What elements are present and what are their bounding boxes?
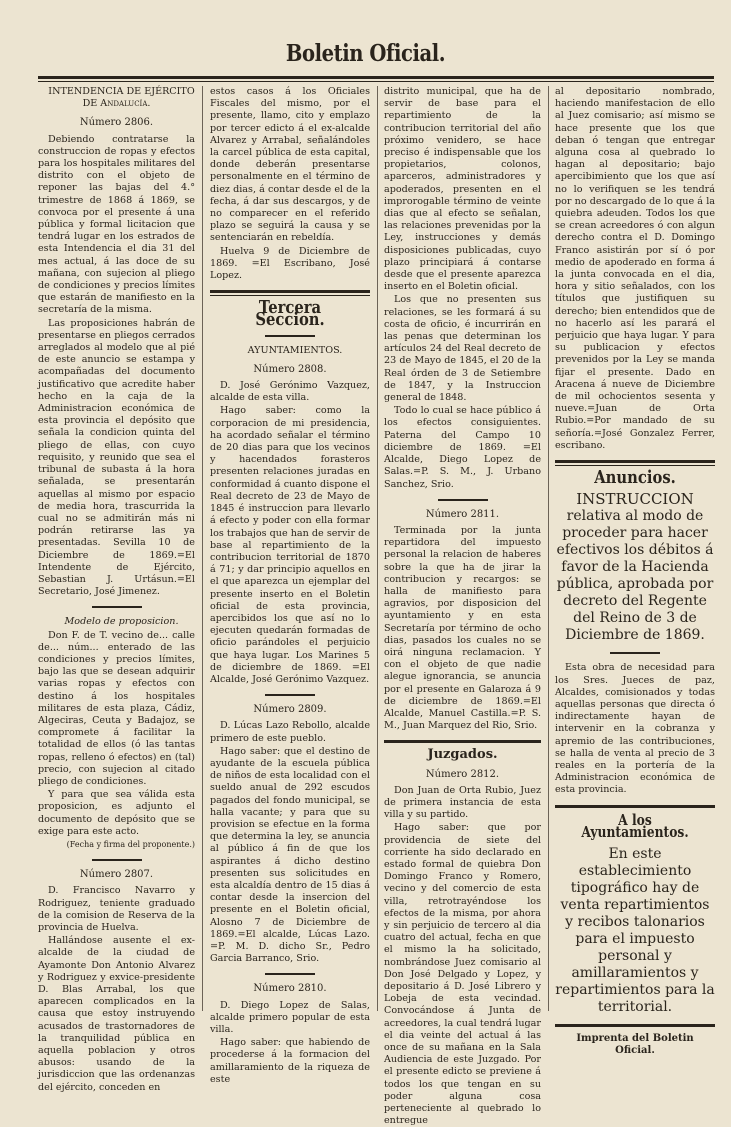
separator — [438, 499, 488, 501]
subsection-title: AYUNTAMIENTOS. — [247, 344, 343, 356]
paragraph: Esta obra de necesidad para los Sres. Jueces de paz, Alcaldes, comisionados y todas aquellas personas que directa ó indirectamente hayan de intervenir en la cobranza y apremio de las contribuciones, se halla de venta al precio de 3 reales en la portería de la Administracion económica de esta provincia. — [555, 662, 715, 796]
notice-number: Número 2812. — [425, 768, 500, 780]
section-rule-thin — [210, 295, 370, 296]
paragraph: Hallándose ausente el ex-alcalde de la ciudad de Ayamonte Don Antonio Alvarez y Rodriguez y exvice-presidente D. Blas Arrabal, los que aparecen complicados en la causa que estoy instruyendo acusados de trastornadores de la tranquilidad pública en aquella poblacion y otros abusos: usando de la jurisdiccion que las ordenanzas del ejército, conceden en — [38, 935, 195, 1093]
separator — [265, 973, 315, 975]
paragraph: Hago saber: como la corporacion de mi presidencia, ha acordado señalar el término de 20 dias para que los vecinos y hacendados forasteros presenten relaciones juradas en conformidad á cuanto dispone el Real decreto de 23 de Mayo de 1845 é instruccion para llevarlo á efecto y poder con ella formar los trabajos que han de servir de base al repartimiento de la contribucion territorial de 1870 á 71; y dar principio aquellos en el que aparezca un ejemplar del presente inserto en el Boletin oficial de esta provincia, apercibidos los que así no lo ejecuten quedarán formadas de oficio parándoles el perjuicio que haya lugar. Los Marines 5 de diciembre de 1869. =El Alcalde, José Gerónimo Vazquez. — [210, 405, 370, 685]
section-rule-thin — [555, 465, 715, 466]
notice-number: Número 2807. — [79, 869, 154, 881]
column-4 — [555, 86, 715, 1057]
masthead-title: Boletin Oficial. — [285, 40, 446, 67]
paragraph: Hago saber: que por providencia de siete del corriente ha sido declarado en estado formal de quiebra Don Domingo Franco y Romero, vecino y del comercio de esta villa, retrotrayéndose los efectos de la misma, por ahora y sin perjuicio de tercero al dia cuatro del actual, fecha en que el mismo la ha solicitado, nombrándose Juez comisario al Don José Delgado y Lopez, y depositario á D. José Librero y Lobeja de esta vecindad. Convocándose á Junta de acreedores, la cual tendrá lugar el dia veinte del actual á las once de su mañana en la Sala Audiencia de este Juzgado. Por el presente edicto se previene á todos los que tengan en su poder alguna cosa perteneciente al quebrado lo entregue — [384, 822, 541, 1127]
column-divider — [548, 86, 549, 1011]
section-rule — [555, 805, 715, 808]
section-rule — [384, 740, 541, 743]
paragraph: Don Juan de Orta Rubio, Juez de primera instancia de esta villa y su partido. — [384, 784, 541, 821]
column-1 — [38, 86, 195, 1093]
paragraph: Huelva 9 de Diciembre de 1869. =El Escribano, José Lopez. — [210, 245, 370, 282]
paragraph: D. José Gerónimo Vazquez, alcalde de esta villa. — [210, 380, 370, 404]
advert-body: En este establecimiento tipográfico hay de venta repartimientos y recibos talonarios para el impuesto personal y amillaramientos y repartimientos para la territorial. — [555, 845, 715, 1015]
paragraph: Y para que sea válida esta proposicion, es adjunto el documento de depósito que se exige para este acto. — [38, 789, 195, 837]
paragraph: Los que no presenten sus relaciones, se les formará á su costa de oficio, é incurrirán en las penas que determinan los artículos 24 del Real decreto de 23 de Mayo de 1845, el 20 de la Real órden de 3 de Setiembre de 1847, y la Instruccion general de 1848. — [384, 294, 541, 404]
advert-body: relativa al modo de proceder para hacer efectivos los débitos á favor de la Hacienda pública, aprobada por decreto del Regente del Reino de 3 de Diciembre de 1869. — [556, 508, 714, 644]
top-rule-thin — [38, 81, 714, 82]
separator — [265, 335, 315, 337]
paragraph: Todo lo cual se hace público á los efectos consiguientes. Paterna del Campo 10 diciembre de 1869. =El Alcalde, Diego Lopez de Salas.=P. S. M., J. Urbano Sanchez, Srio. — [384, 405, 541, 490]
advert-heading: A los Ayuntamientos. — [581, 810, 689, 841]
separator — [92, 606, 142, 608]
advert-title: INSTRUCCION — [576, 490, 694, 509]
paragraph: D. Francisco Navarro y Rodriguez, teniente graduado de la comision de Reserva de la provincia de Huelva. — [38, 885, 195, 933]
column-divider — [202, 86, 203, 1011]
signature-note: (Fecha y firma del proponente.) — [66, 839, 195, 849]
paragraph: estos casos á los Oficiales Fiscales del mismo, por el presente, llamo, cito y emplazo por tercer edicto á el ex-alcalde Alvarez y Arrabal, señalándoles la carcel pública de esta capital, donde deberán presentarse personalmente en el término de diez dias, á contar desde el de la fecha, á dar sus descargos, y de no comparecer en el referido plazo se seguirá la causa y se sentenciarán en rebeldía. — [210, 86, 370, 244]
separator — [265, 694, 315, 696]
separator — [92, 859, 142, 861]
notice-number: Número 2808. — [253, 363, 327, 375]
section-title: Tercera Seccion. — [255, 297, 325, 331]
notice-header: INTENDENCIA DE EJÉRCITO DE Andalucía. — [48, 86, 195, 110]
notice-number: Número 2806. — [79, 117, 154, 129]
notice-number: Número 2809. — [253, 704, 327, 716]
paragraph: D. Lúcas Lazo Rebollo, alcalde primero de este pueblo. — [210, 720, 370, 744]
model-title: Modelo de proposicion. — [64, 616, 179, 628]
section-rule — [210, 290, 370, 293]
top-rule — [38, 76, 714, 79]
column-2 — [210, 86, 370, 1085]
section-rule — [555, 460, 715, 463]
paragraph: Hago saber: que el destino de ayudante de la escuela pública de niños de esta localidad con el sueldo anual de 292 escudos pagados del fondo municipal, se halla vacante; y para que su provision se efectue en la forma que determina la ley, se anuncia al público á fin de que los aspirantes á dicho destino presenten sus solicitudes en esta alcaldía dentro de 15 dias á contar desde la insercion del presente en el Boletin oficial, Alosno 7 de Diciembre de 1869.=El alcalde, Lúcas Lazo. =P. M. D. dicho Sr., Pedro Garcia Barranco, Srio. — [210, 745, 370, 965]
paragraph: Hago saber: que habiendo de procederse á la formacion del amillaramiento de la riqueza de este — [210, 1037, 370, 1085]
paragraph: Terminada por la junta repartidora del impuesto personal la relacion de haberes sobre la que ha de jirar la contribucion y recargos: se halla de manifiesto para agravios, por disposicion del ayuntamiento y en esta Secretaría por término de ocho dias, pasados los cuales no se oirá ninguna reclamacion. Y con el objeto de que nadie alegue ignorancia, se anuncia por el presente en Galaroza á 9 de diciembre de 1869.=El Alcalde, Manuel Castilla.=P. S. M., Juan Marquez del Rio, Srio. — [384, 524, 541, 732]
column-divider — [377, 86, 378, 1011]
paragraph: Debiendo contratarse la construccion de ropas y efectos para los hospitales militares del distrito con el objeto de reponer las bajas del 4.° trimestre de 1868 á 1869, se convoca por el presente á una pública y formal licitacion que tendrá lugar en los estrados de esta Intendencia el dia 31 del mes actual, á las doce de su mañana, con sujecion al pliego de condiciones y precios límites que estarán de manifiesto en la secretaría de la misma. — [38, 133, 195, 316]
notice-number: Número 2811. — [425, 508, 500, 520]
printer-credit: Imprenta del Boletin Oficial. — [576, 1032, 694, 1057]
column-3 — [384, 86, 541, 1127]
paragraph: Don F. de T. vecino de... calle de... núm... enterado de las condiciones y precios límites, bajo las que se desean adquirir varias ropas y efectos con destino á los hospitales militares de esta plaza, Cádiz, Algeciras, Ceuta y Badajoz, se compromete á facilitar la totalidad de ellos (ó las tantas ropas, relleno ó efectos) en (tal) precio, con sujecion al citado pliego de condiciones. — [38, 629, 195, 787]
paragraph: distrito municipal, que ha de servir de base para el repartimiento de la contribucion territorial del año próximo venidero, se hace preciso é indispensable que los propietarios, colonos, aparceros, administradores y apoderados, presenten en el improrogable término de veinte dias que al efecto se señalan, las relaciones prevenidas por la Ley, instrucciones y demás disposiciones publicadas, cuyo plazo principiará á contarse desde que el presente aparezca inserto en el Boletin oficial. — [384, 86, 541, 293]
notice-number: Número 2810. — [253, 983, 327, 995]
separator — [610, 652, 660, 654]
section-title: Anuncios. — [594, 467, 676, 489]
paragraph: al depositario nombrado, haciendo manifestacion de ello al Juez comisario; así mismo se hace presente que los que deban ó tengan que entregar alguna cosa al quebrado lo hagan al depositario; bajo apercibimiento que los que así no lo verifiquen se les tendrá por no descargado de lo que á la quiebra adeuden. Todos los que se crean acreedores ó con algun derecho contra el D. Domingo Franco asistirán por sí ó por medio de apoderado en forma á la junta convocada en el dia, hora y sitio señalados, con los títulos que justifiquen su derecho; bien entendidos que de no hacerlo así les parará el perjuicio que haya lugar. Y para su publicacion y efectos prevenidos por la Ley se manda fijar el presente. Dado en Aracena á nueve de Diciembre de mil ochocientos sesenta y nueve.=Juan de Orta Rubio.=Por mandado de su señoría.=José Gonzalez Ferrer, escribano. — [555, 86, 715, 451]
paragraph: D. Diego Lopez de Salas, alcalde primero popular de esta villa. — [210, 999, 370, 1036]
section-title: Juzgados. — [427, 747, 498, 763]
section-rule — [555, 1024, 715, 1027]
paragraph: Las proposiciones habrán de presentarse en pliegos cerrados arreglados al modelo que al pié de este anuncio se estampa y acompañadas del documento justificativo que acredite haber hecho en la caja de la Administracion económica de esta provincia el depósito que señala la condicion quinta del pliego de ellas, con cuyo requisito, y reunido que sea el tribunal de subasta á la hora señalada, se presentarán aquellas al mismo por espacio de media hora, trascurrida la cual no se admitirán más ni podrán retirarse las ya presentadas. Sevilla 10 de Diciembre de 1869.=El Intendente de Ejército, Sebastian J. Urtásun.=El Secretario, José Jimenez. — [38, 317, 195, 598]
